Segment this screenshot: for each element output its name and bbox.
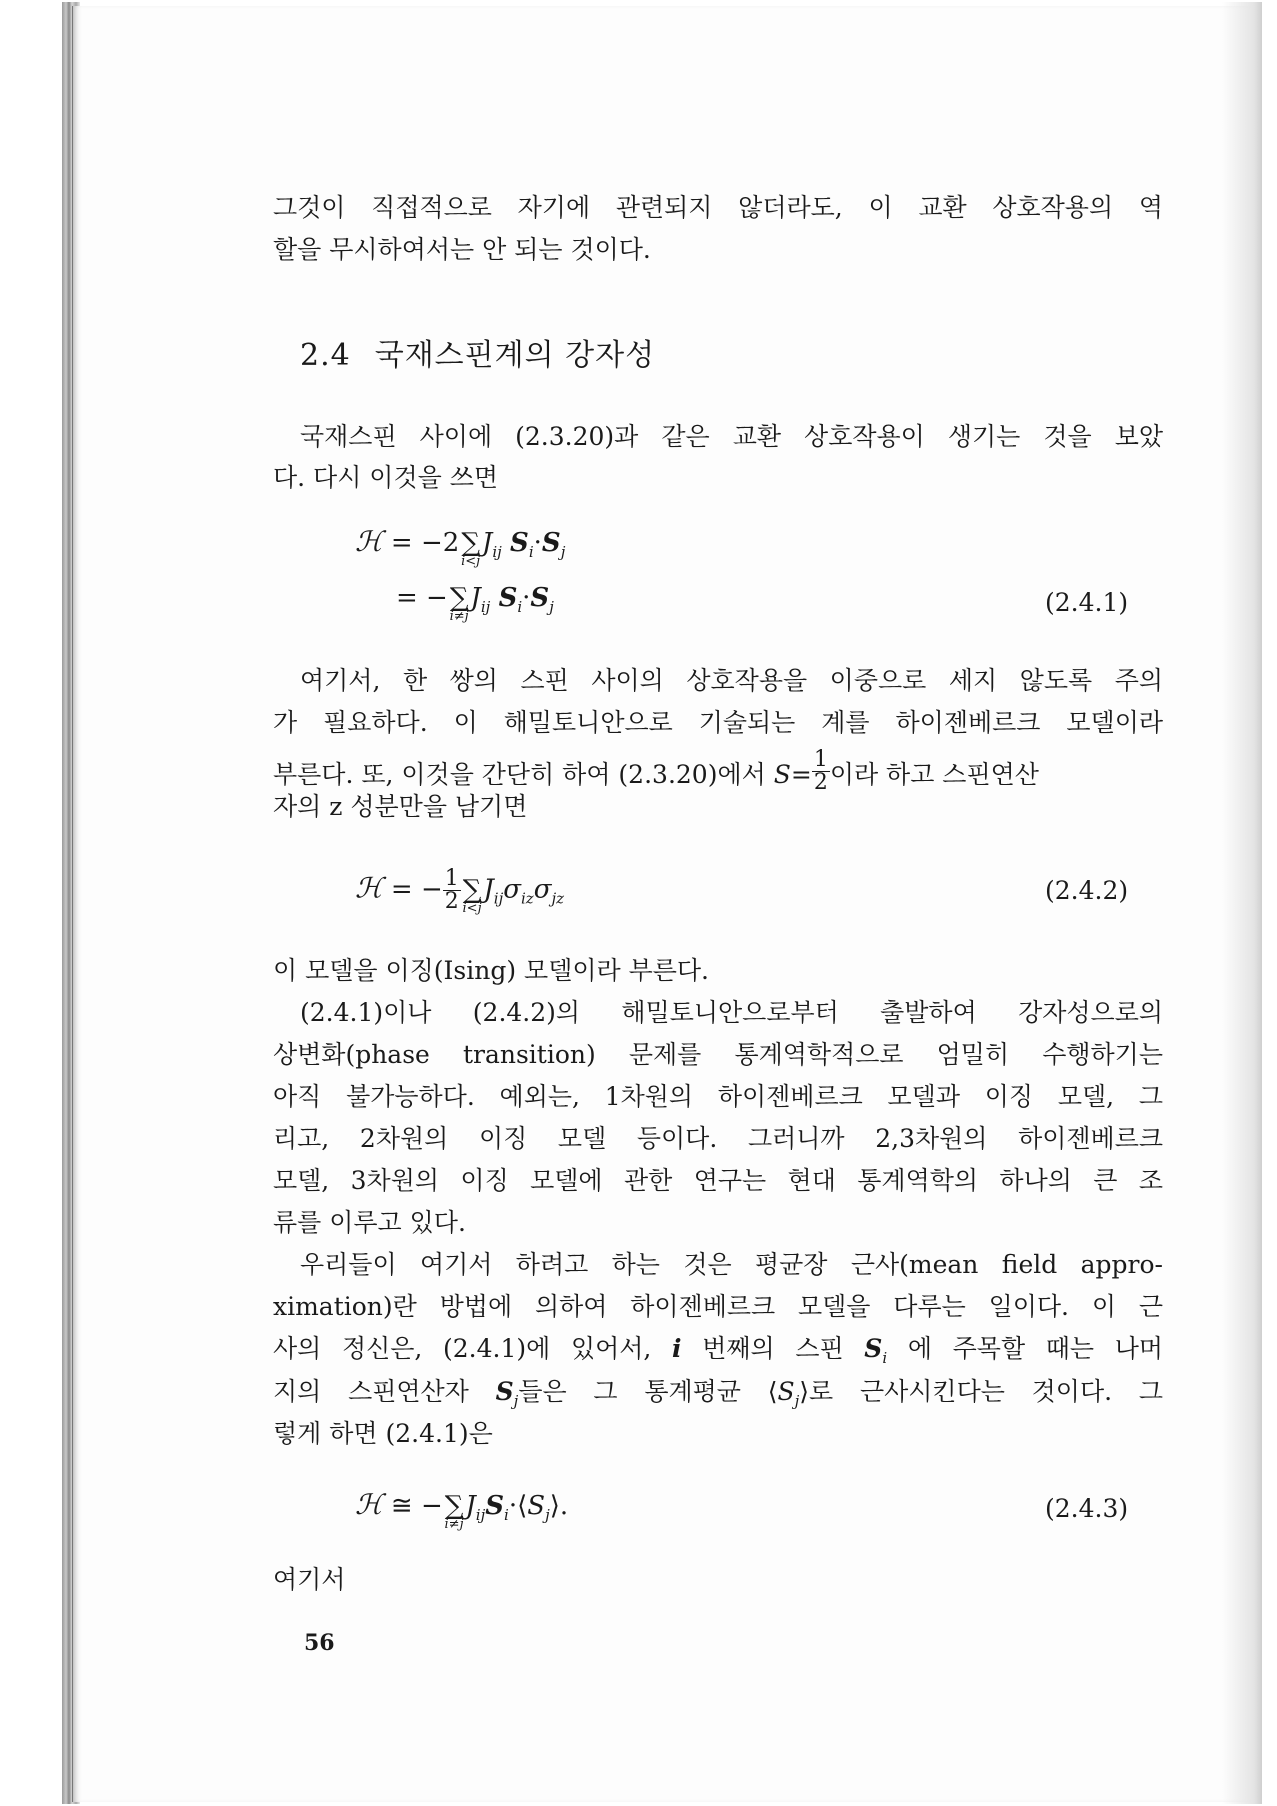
text-line: 지의 스핀연산자 $S_j$들은 그 통계평균 $⟨S_j⟩$로 근사시킨다는 것이다. 그 xyxy=(273,1377,1163,1410)
text-line: 다. 다시 이것을 쓰면 xyxy=(273,463,498,492)
equation-2-4-1-line-1: ℋ = −2∑ i<j $J_{ij}$ $S_i\cdot S_j$ xyxy=(355,525,566,569)
text-segment: 에 주목할 때는 나머 xyxy=(907,1334,1164,1363)
text-segment: 지의 스핀연산자 xyxy=(273,1377,469,1406)
section-number: 2.4 xyxy=(300,338,351,373)
text-line: 그것이 직접적으로 자기에 관련되지 않더라도, 이 교환 상호작용의 역 xyxy=(273,193,1163,222)
text-segment: 이라 하고 스핀연산 xyxy=(829,760,1039,789)
text-segment: 사의 정신은, (2.4.1)에 있어서, xyxy=(273,1334,652,1363)
text-segment: 부른다. 또, 이것을 간단히 하여 (2.3.20)에서 xyxy=(273,760,766,789)
text-line: 여기서, 한 쌍의 스핀 사이의 상호작용을 이중으로 세지 않도록 주의 xyxy=(300,666,1163,695)
text-line: 모델, 3차원의 이징 모델에 관한 연구는 현대 통계역학의 하나의 큰 조 xyxy=(273,1166,1163,1195)
text-line: (2.4.1)이나 (2.4.2)의 해밀토니안으로부터 출발하여 강자성으로의 xyxy=(300,998,1163,1027)
text-line: 이 모델을 이징(Ising) 모델이라 부른다. xyxy=(273,956,709,985)
section-title: 국재스핀계의 강자성 xyxy=(374,338,656,373)
equation-2-4-3: ℋ ≅ −∑ i≠j $J_{ij}S_i\cdot⟨S_j⟩$. xyxy=(355,1488,569,1532)
text-line: 아직 불가능하다. 예외는, 1차원의 하이젠베르크 모델과 이징 모델, 그 xyxy=(273,1082,1163,1111)
page-number: 56 xyxy=(304,1630,335,1656)
text-line: 부른다. 또, 이것을 간단히 하여 (2.3.20)에서 S= $\frac{1}{2}$ 이라 하고 스핀연산 xyxy=(273,747,1039,795)
text-line: 할을 무시하여서는 안 되는 것이다. xyxy=(273,235,651,264)
text-line: 사의 정신은, (2.4.1)에 있어서, i 번째의 스핀 $S_i$ 에 주목할 때는 나머 xyxy=(273,1334,1164,1367)
equation-number: (2.4.3) xyxy=(1045,1494,1129,1523)
equation-2-4-2: ℋ = − $\frac{1}{2}$ ∑ i<j $J_{ij}\sigma_{iz}\sigma_{jz}$ xyxy=(355,866,564,916)
text-line: 류를 이루고 있다. xyxy=(273,1208,466,1237)
section-heading xyxy=(300,330,655,374)
text-segment: 들은 그 통계평균 xyxy=(518,1377,741,1406)
text-line: 자의 z 성분만을 남기면 xyxy=(273,792,528,821)
equation-2-4-1-line-2: = −∑ i≠j $J_{ij}$ $S_i\cdot S_j$ xyxy=(396,583,554,624)
text-line: ximation)란 방법에 의하여 하이젠베르크 모델을 다루는 일이다. 이 근 xyxy=(273,1292,1163,1321)
text-line: 국재스핀 사이에 (2.3.20)과 같은 교환 상호작용이 생기는 것을 보았 xyxy=(300,422,1163,451)
page-gutter-shade xyxy=(1222,2,1262,1804)
text-line: 리고, 2차원의 이징 모델 등이다. 그러니까 2,3차원의 하이젠베르크 xyxy=(273,1124,1163,1153)
text-line: 상변화(phase transition) 문제를 통계역학적으로 엄밀히 수행하기는 xyxy=(273,1040,1163,1069)
text-line: 가 필요하다. 이 해밀토니안으로 기술되는 계를 하이젠베르크 모델이라 xyxy=(273,708,1163,737)
text-segment: 로 근사시킨다는 것이다. 그 xyxy=(809,1377,1163,1406)
equation-number: (2.4.2) xyxy=(1045,876,1129,905)
text-line: 렇게 하면 (2.4.1)은 xyxy=(273,1419,493,1448)
text-line: 여기서 xyxy=(273,1565,346,1594)
equation-number: (2.4.1) xyxy=(1045,588,1129,617)
text-segment: 번째의 스핀 xyxy=(702,1334,844,1363)
text-line: 우리들이 여기서 하려고 하는 것은 평균장 근사(mean field appro- xyxy=(300,1250,1163,1279)
